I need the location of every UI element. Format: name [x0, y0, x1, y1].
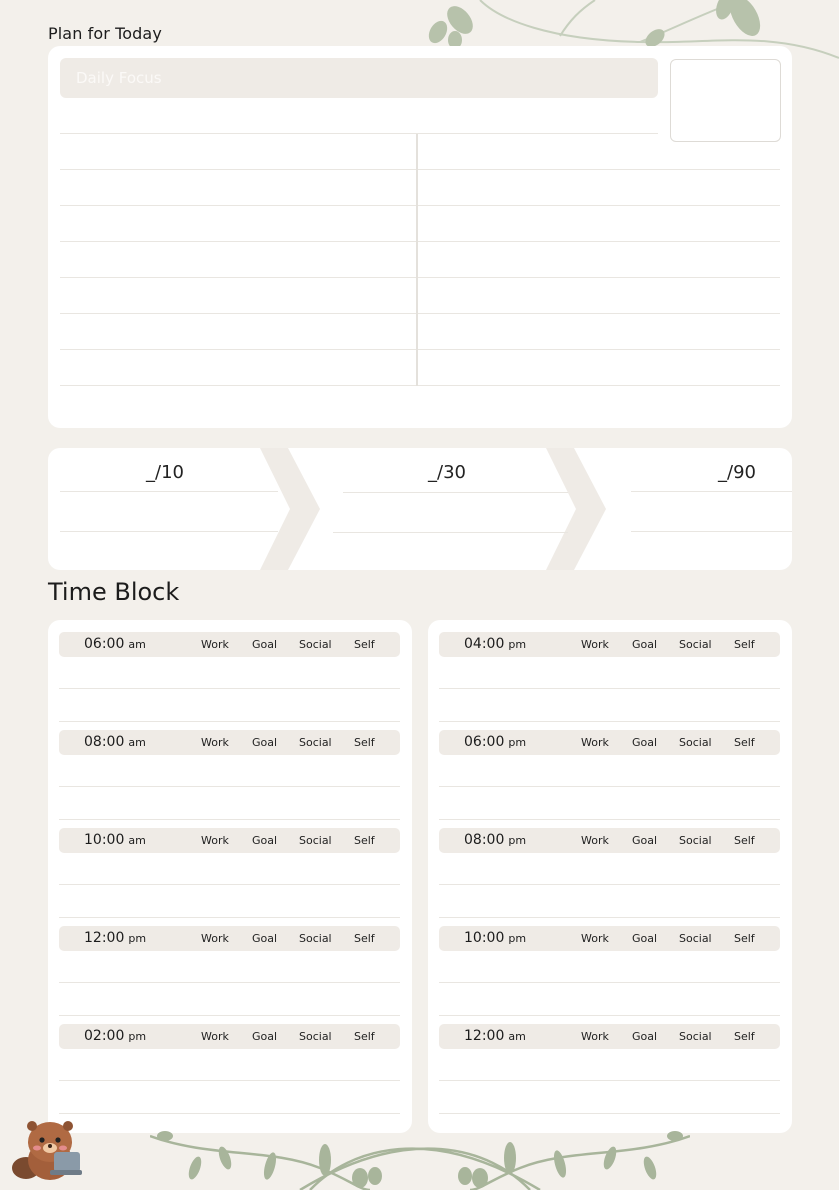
slot-line: [59, 688, 400, 689]
category-self[interactable]: Self: [734, 834, 755, 847]
goal-line: [631, 491, 792, 492]
category-work[interactable]: Work: [201, 834, 229, 847]
category-work[interactable]: Work: [581, 834, 609, 847]
goal-30-label: _/30: [428, 462, 466, 483]
category-goal[interactable]: Goal: [252, 834, 278, 847]
beaver-mascot-icon: [10, 1116, 86, 1182]
category-social[interactable]: Social: [679, 932, 712, 945]
time-block-title: Time Block: [48, 578, 180, 606]
category-social[interactable]: Social: [679, 1030, 712, 1043]
chevron-divider: [260, 448, 320, 570]
category-work[interactable]: Work: [201, 1030, 229, 1043]
category-self[interactable]: Self: [734, 932, 755, 945]
category-work[interactable]: Work: [201, 932, 229, 945]
time-slot-header[interactable]: [59, 828, 400, 853]
category-social[interactable]: Social: [299, 638, 332, 651]
goal-10-label: _/10: [146, 462, 184, 483]
category-self[interactable]: Self: [354, 834, 375, 847]
slot-time: 08:00 am: [84, 734, 146, 750]
slot-time: 12:00 am: [464, 1028, 526, 1044]
focus-line: [60, 277, 780, 278]
slot-line: [59, 884, 400, 885]
category-self[interactable]: Self: [734, 736, 755, 749]
goal-line: [60, 531, 278, 532]
slot-time: 06:00 am: [84, 636, 146, 652]
slot-time: 10:00 pm: [464, 930, 527, 946]
time-slot-header[interactable]: [59, 1024, 400, 1049]
category-goal[interactable]: Goal: [632, 834, 658, 847]
slot-line: [59, 1113, 400, 1114]
category-work[interactable]: Work: [201, 736, 229, 749]
slot-time: 02:00 pm: [84, 1028, 147, 1044]
focus-line: [60, 241, 780, 242]
category-self[interactable]: Self: [354, 736, 375, 749]
category-self[interactable]: Self: [354, 932, 375, 945]
slot-line: [439, 1015, 780, 1016]
focus-line: [60, 169, 780, 170]
category-goal[interactable]: Goal: [632, 736, 658, 749]
slot-line: [439, 982, 780, 983]
category-goal[interactable]: Goal: [632, 1030, 658, 1043]
category-goal[interactable]: Goal: [252, 932, 278, 945]
slot-time: 10:00 am: [84, 832, 146, 848]
time-block-column-left: [48, 620, 412, 1133]
category-social[interactable]: Social: [679, 834, 712, 847]
slot-line: [439, 1080, 780, 1081]
focus-note-box[interactable]: [670, 59, 781, 142]
category-social[interactable]: Social: [679, 638, 712, 651]
vine-decoration-icon: [150, 1128, 690, 1190]
chevron-divider: [546, 448, 606, 570]
category-social[interactable]: Social: [299, 932, 332, 945]
category-work[interactable]: Work: [581, 638, 609, 651]
slot-line: [59, 786, 400, 787]
category-self[interactable]: Self: [734, 638, 755, 651]
time-slot-header[interactable]: [59, 632, 400, 657]
goal-line: [60, 491, 278, 492]
time-slot-header[interactable]: [59, 926, 400, 951]
category-social[interactable]: Social: [679, 736, 712, 749]
slot-line: [59, 819, 400, 820]
slot-line: [59, 917, 400, 918]
slot-line: [439, 819, 780, 820]
goal-line: [333, 532, 568, 533]
slot-time: 06:00 pm: [464, 734, 527, 750]
category-self[interactable]: Self: [354, 638, 375, 651]
time-slot-header[interactable]: [439, 926, 780, 951]
page-title: Plan for Today: [48, 24, 162, 43]
category-social[interactable]: Social: [299, 1030, 332, 1043]
slot-time: 12:00 pm: [84, 930, 147, 946]
focus-line: [60, 205, 780, 206]
time-slot-header[interactable]: [439, 1024, 780, 1049]
category-social[interactable]: Social: [299, 736, 332, 749]
category-goal[interactable]: Goal: [632, 638, 658, 651]
focus-line: [60, 133, 658, 134]
category-work[interactable]: Work: [581, 932, 609, 945]
daily-focus-field[interactable]: [60, 58, 658, 98]
time-block-column-right: [428, 620, 792, 1133]
category-work[interactable]: Work: [581, 1030, 609, 1043]
slot-line: [59, 721, 400, 722]
category-goal[interactable]: Goal: [252, 736, 278, 749]
focus-line: [60, 349, 780, 350]
category-goal[interactable]: Goal: [632, 932, 658, 945]
slot-time: 08:00 pm: [464, 832, 527, 848]
time-slot-header[interactable]: [439, 730, 780, 755]
slot-line: [439, 721, 780, 722]
goal-line: [343, 492, 568, 493]
slot-line: [439, 884, 780, 885]
goals-strip: [48, 448, 792, 570]
category-work[interactable]: Work: [581, 736, 609, 749]
slot-line: [439, 917, 780, 918]
category-self[interactable]: Self: [734, 1030, 755, 1043]
category-goal[interactable]: Goal: [252, 1030, 278, 1043]
focus-line: [60, 385, 780, 386]
time-slot-header[interactable]: [439, 632, 780, 657]
daily-focus-placeholder: Daily Focus: [76, 69, 162, 87]
column-divider: [416, 134, 418, 386]
slot-line: [59, 982, 400, 983]
category-social[interactable]: Social: [299, 834, 332, 847]
focus-panel: [48, 46, 792, 428]
slot-line: [439, 786, 780, 787]
slot-line: [59, 1015, 400, 1016]
category-self[interactable]: Self: [354, 1030, 375, 1043]
slot-line: [439, 1113, 780, 1114]
category-work[interactable]: Work: [201, 638, 229, 651]
time-slot-header[interactable]: [59, 730, 400, 755]
slot-line: [439, 688, 780, 689]
slot-time: 04:00 pm: [464, 636, 527, 652]
goal-line: [631, 531, 792, 532]
goal-90-label: _/90: [718, 462, 756, 483]
category-goal[interactable]: Goal: [252, 638, 278, 651]
slot-line: [59, 1080, 400, 1081]
time-slot-header[interactable]: [439, 828, 780, 853]
focus-line: [60, 313, 780, 314]
